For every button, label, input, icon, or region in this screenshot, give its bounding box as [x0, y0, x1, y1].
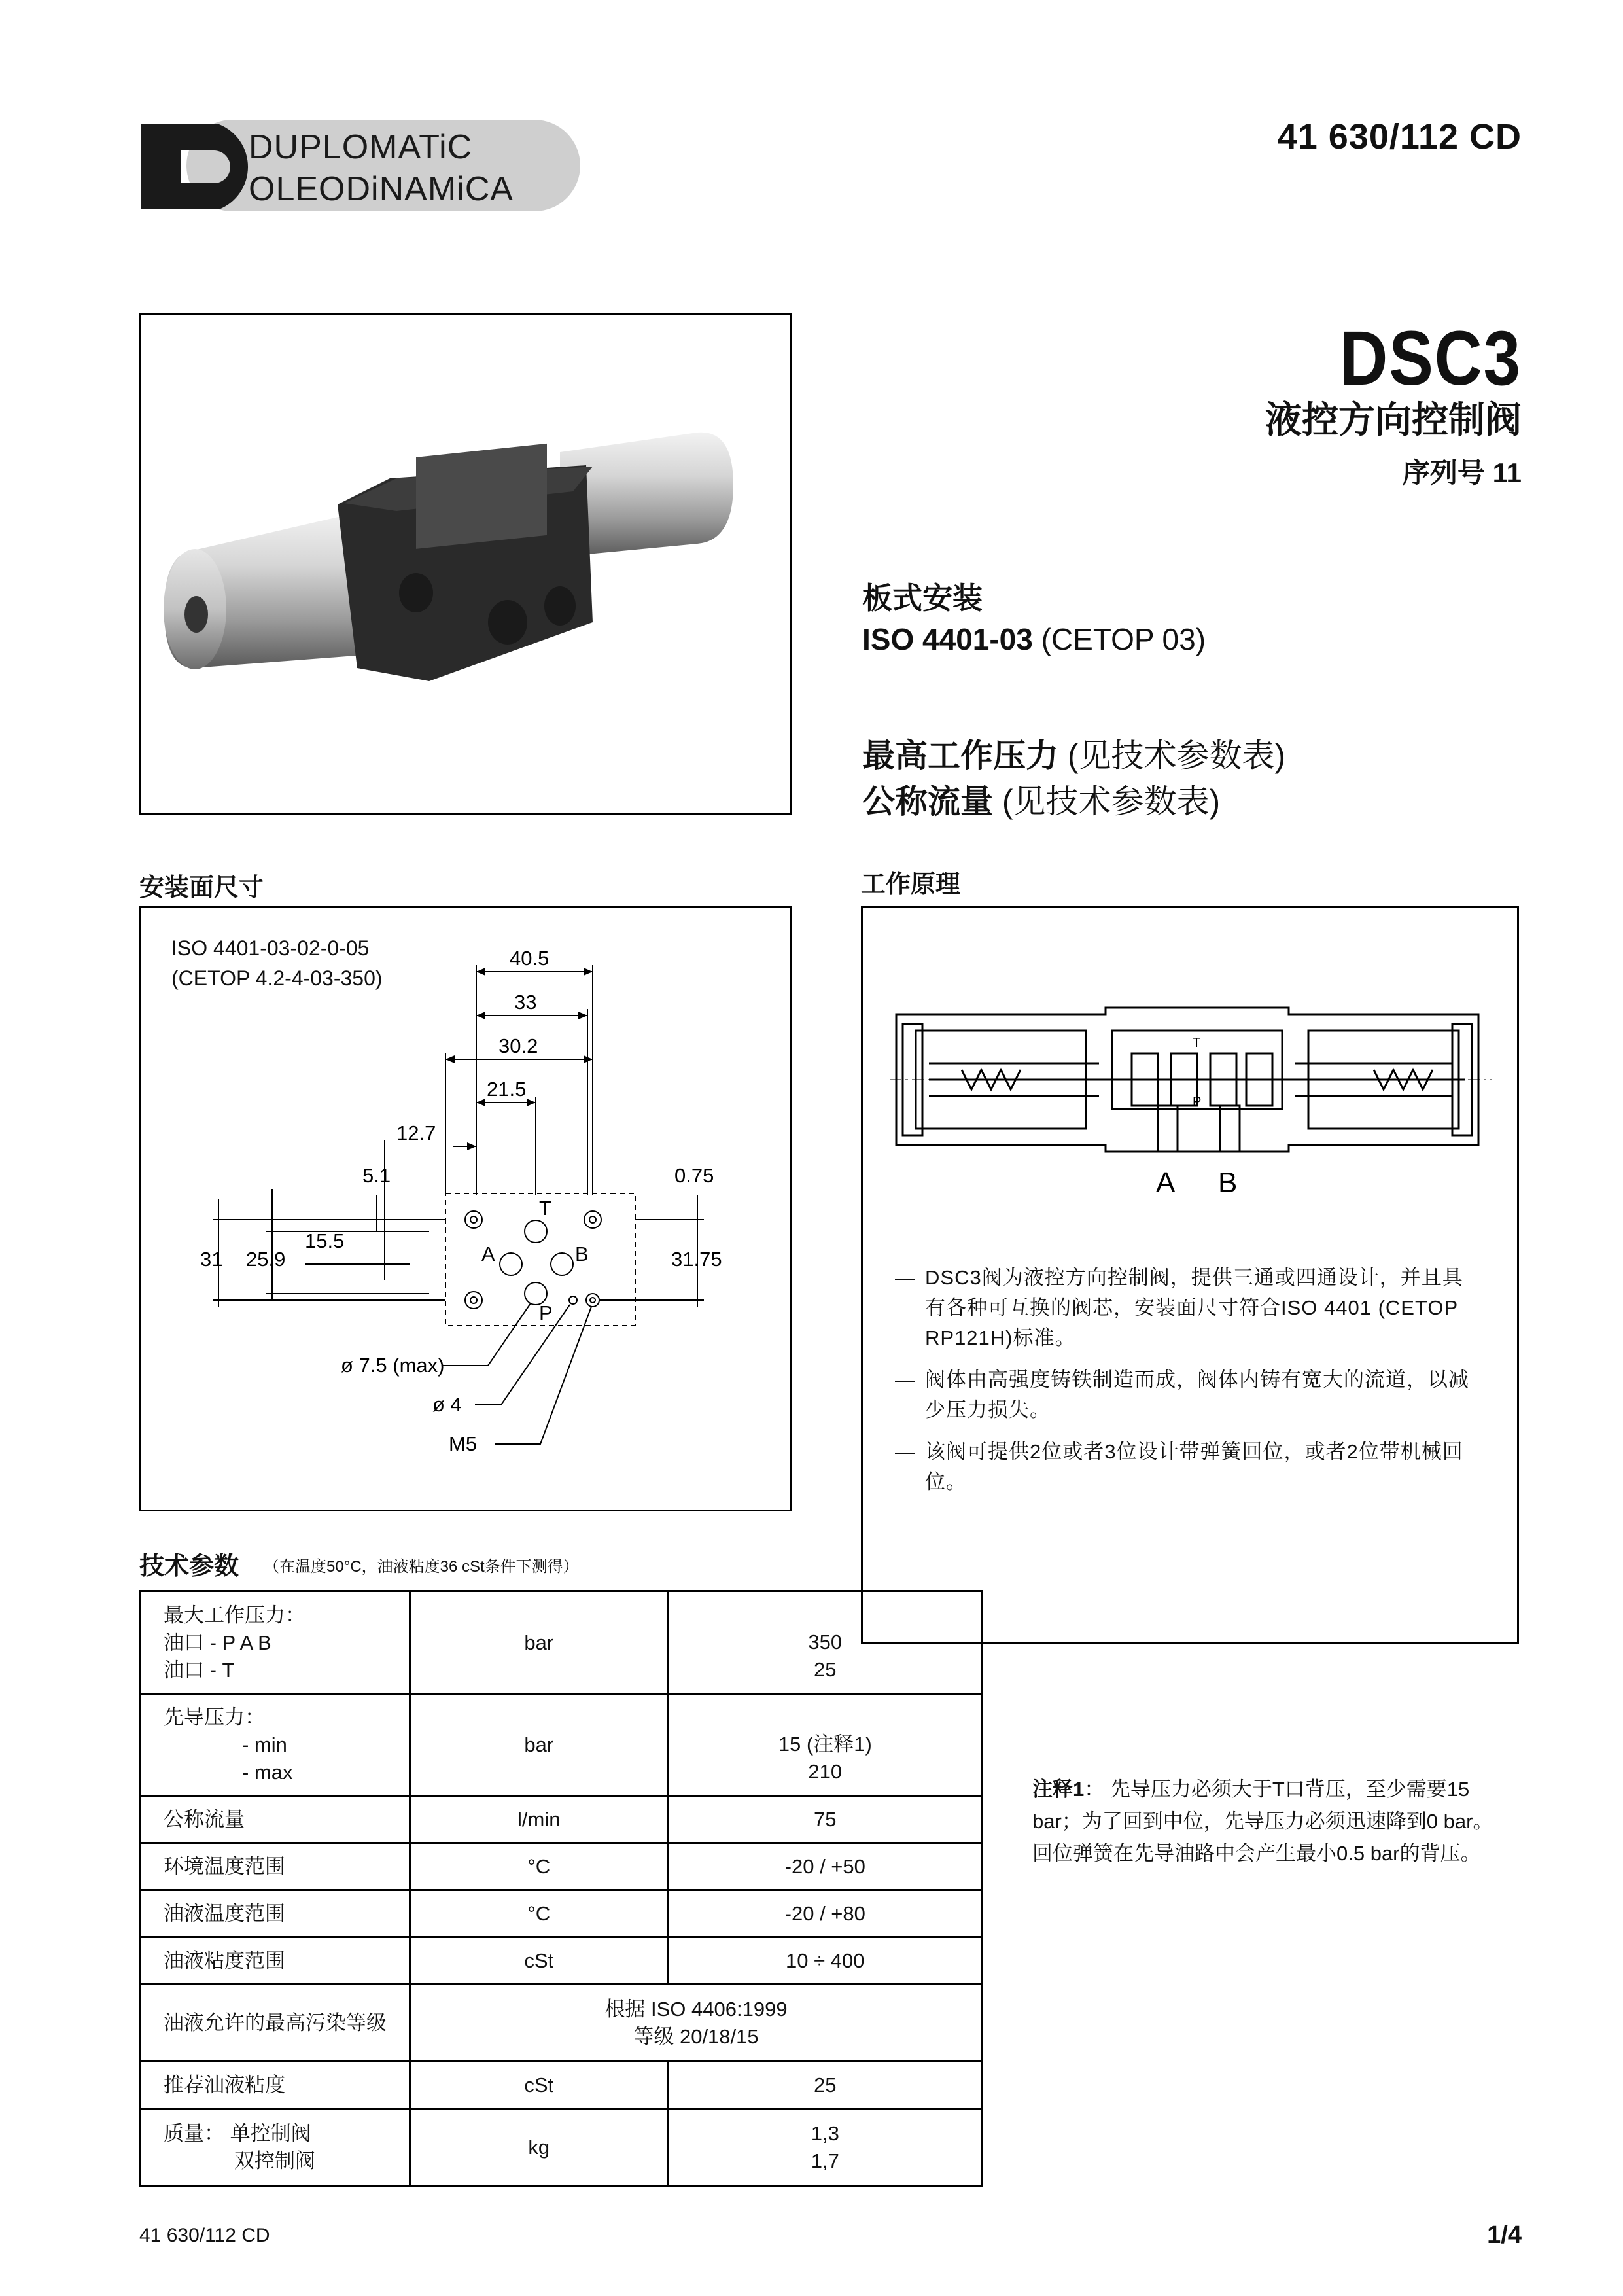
hole-bottom-right — [586, 1294, 599, 1307]
bullet-item: — DSC3阀为液控方向控制阀，提供三通或四通设计，并且具有各种可互换的阀芯，安装面尺寸符合ISO 4401 (CETOP RP121H)标准。 — [895, 1263, 1484, 1353]
pin-hole — [569, 1296, 577, 1304]
dim-31: 31 — [200, 1248, 223, 1271]
table-unit: °C — [410, 1890, 669, 1937]
table-row — [141, 1937, 983, 1985]
nominal-flow-rest: (见技术参数表) — [993, 783, 1221, 820]
row-label: 先导压力： — [164, 1706, 265, 1729]
row-label: 质量： 单控制阀 — [164, 2121, 311, 2145]
dim-25-9: 25.9 — [246, 1248, 286, 1271]
product-photo — [141, 315, 790, 813]
max-pressure-bold: 最高工作压力 — [862, 737, 1058, 774]
mounting-standard-bold: ISO 4401-03 — [862, 622, 1033, 656]
nominal-flow-line — [862, 775, 1220, 822]
dim-31-75: 31.75 — [671, 1248, 722, 1271]
value-line: 210 — [808, 1760, 843, 1783]
product-name: 液控方向控制阀 — [1265, 399, 1522, 440]
dim-15-5: 15.5 — [305, 1229, 345, 1252]
row-label: 推荐油液粘度 — [141, 2062, 410, 2109]
section-label-t: T — [1193, 1036, 1201, 1050]
table-row — [141, 2062, 983, 2109]
value-line: 1,3 — [811, 2121, 839, 2145]
max-pressure-line — [862, 730, 1285, 777]
row-label: 油口 - P A B — [164, 1631, 271, 1654]
tech-heading: 技术参数 — [139, 1553, 239, 1580]
row-label: 公称流量 — [141, 1796, 410, 1843]
row-label: 环境温度范围 — [141, 1843, 410, 1890]
operating-principle-heading: 工作原理 — [861, 871, 961, 898]
table-row — [141, 1591, 983, 1695]
body-port-2 — [544, 586, 576, 626]
document-number: 41 630/112 CD — [1277, 117, 1522, 156]
left-port-hole — [184, 596, 208, 633]
valve-nameplate — [416, 444, 547, 549]
body-port-3 — [399, 573, 433, 612]
section-label-b: B — [1218, 1167, 1238, 1199]
port-label-p: P — [539, 1301, 553, 1324]
mounting-standard-rest: (CETOP 03) — [1032, 622, 1206, 656]
row-label: 油口 - T — [164, 1658, 235, 1682]
dim-0-75: 0.75 — [674, 1164, 714, 1187]
note-text-1: ： 先导压力必须大于T口背压，至少需要15 bar；为了回到中位，先导压力必须迅速降到0 bar。 — [1032, 1778, 1493, 1833]
value-line: 根据 ISO 4406:1999 — [604, 1997, 788, 2021]
footer-doc-number: 41 630/112 CD — [139, 2225, 270, 2246]
mounting-surface-heading: 安装面尺寸 — [139, 874, 264, 902]
note-text-2: 回位弹簧在先导油路中会产生最小0.5 bar的背压。 — [1032, 1842, 1481, 1865]
bullet-text: DSC3阀为液控方向控制阀，提供三通或四通设计，并且具有各种可互换的阀芯，安装面尺寸符合ISO 4401 (CETOP RP121H)标准。 — [925, 1266, 1463, 1349]
hole-dim-m5: M5 — [449, 1432, 478, 1455]
port-b — [551, 1253, 573, 1275]
table-row — [141, 1695, 983, 1796]
row-label: 最大工作压力： — [164, 1603, 305, 1627]
table-cell — [141, 1591, 410, 1695]
table-value — [668, 1695, 982, 1796]
hole-top-left — [465, 1211, 482, 1228]
table-row — [141, 1890, 983, 1937]
table-row — [141, 1843, 983, 1890]
product-photo-frame — [139, 313, 792, 815]
note-label: 注释1 — [1032, 1778, 1085, 1801]
port-t — [525, 1220, 547, 1243]
port-label-b: B — [575, 1243, 589, 1265]
mounting-std-line1: ISO 4401-03-02-0-05 — [171, 936, 370, 960]
port-label-t: T — [539, 1197, 551, 1220]
table-cell — [141, 2109, 410, 2186]
dim-5-1: 5.1 — [362, 1164, 391, 1187]
dim-33: 33 — [514, 991, 537, 1014]
table-value — [410, 1985, 983, 2062]
table-unit: cSt — [410, 1937, 669, 1985]
mounting-standard — [862, 622, 1206, 657]
mounting-surface-drawing — [141, 908, 790, 1510]
nominal-flow-bold: 公称流量 — [862, 783, 993, 820]
page-number: 1/4 — [1487, 2221, 1522, 2249]
bullet-item: — 阀体由高强度铸铁制造而成，阀体内铸有宽大的流道，以减少压力损失。 — [895, 1365, 1484, 1425]
logo-line2: OLEODiNAMiCA — [249, 170, 514, 208]
value-line: 1,7 — [811, 2149, 839, 2172]
value-line: 25 — [814, 1657, 837, 1681]
row-label: 油液粘度范围 — [141, 1937, 410, 1985]
logo-line1: DUPLOMATiC — [249, 128, 473, 166]
operating-principle-bullets — [895, 1263, 1484, 1509]
product-model: DSC3 — [1340, 315, 1522, 402]
section-label-a: A — [1156, 1167, 1176, 1199]
valve-section-drawing — [890, 981, 1492, 1217]
bullet-item: — 该阀可提供2位或者3位设计带弹簧回位，或者2位带机械回位。 — [895, 1437, 1484, 1497]
company-logo — [141, 118, 585, 216]
table-row — [141, 1796, 983, 1843]
table-value: -20 / +50 — [668, 1843, 982, 1890]
table-unit: bar — [410, 1695, 669, 1796]
table-value — [668, 2109, 982, 2186]
row-label: 油液允许的最高污染等级 — [141, 1985, 410, 2062]
hole-dim-7-5: ø 7.5 (max) — [341, 1354, 445, 1377]
table-unit: kg — [410, 2109, 669, 2186]
hole-top-right — [584, 1211, 601, 1228]
max-pressure-rest: (见技术参数表) — [1058, 737, 1286, 774]
table-value: 25 — [668, 2062, 982, 2109]
dim-12-7: 12.7 — [396, 1122, 436, 1144]
hole-bottom-left — [465, 1292, 482, 1309]
mounting-std-line2: (CETOP 4.2-4-03-350) — [171, 966, 383, 990]
table-value: -20 / +80 — [668, 1890, 982, 1937]
body-port-1 — [488, 600, 527, 645]
bullet-text: 该阀可提供2位或者3位设计带弹簧回位，或者2位带机械回位。 — [925, 1440, 1463, 1493]
dim-21-5: 21.5 — [487, 1078, 527, 1101]
tech-table — [139, 1590, 983, 2187]
table-row — [141, 1985, 983, 2062]
table-value: 75 — [668, 1796, 982, 1843]
row-label: 双控制阀 — [234, 2149, 315, 2172]
table-value: 10 ÷ 400 — [668, 1937, 982, 1985]
table-unit: cSt — [410, 2062, 669, 2109]
section-label-p: P — [1193, 1095, 1202, 1109]
port-label-a: A — [481, 1243, 495, 1265]
dim-30-2: 30.2 — [498, 1034, 538, 1057]
series-number: 序列号 11 — [1402, 457, 1522, 488]
hole-dim-4: ø 4 — [432, 1393, 462, 1416]
value-line: 350 — [808, 1630, 843, 1653]
dim-40-5: 40.5 — [510, 947, 550, 970]
note-1 — [1032, 1773, 1510, 1869]
row-label: - min — [242, 1733, 287, 1756]
bullet-text: 阀体由高强度铸铁制造而成，阀体内铸有宽大的流道，以减少压力损失。 — [925, 1368, 1469, 1421]
table-value — [668, 1591, 982, 1695]
mounting-type: 板式安装 — [862, 581, 983, 615]
value-line: 等级 20/18/15 — [633, 2024, 759, 2048]
table-unit: °C — [410, 1843, 669, 1890]
row-label: 油液温度范围 — [141, 1890, 410, 1937]
value-line: 15 (注释1) — [778, 1733, 872, 1756]
table-unit: bar — [410, 1591, 669, 1695]
tech-conditions: （在温度50°C，油液粘度36 cSt条件下测得） — [264, 1558, 579, 1576]
table-unit: l/min — [410, 1796, 669, 1843]
table-row — [141, 2109, 983, 2186]
table-cell — [141, 1695, 410, 1796]
port-a — [500, 1253, 522, 1275]
row-label: - max — [242, 1761, 293, 1784]
